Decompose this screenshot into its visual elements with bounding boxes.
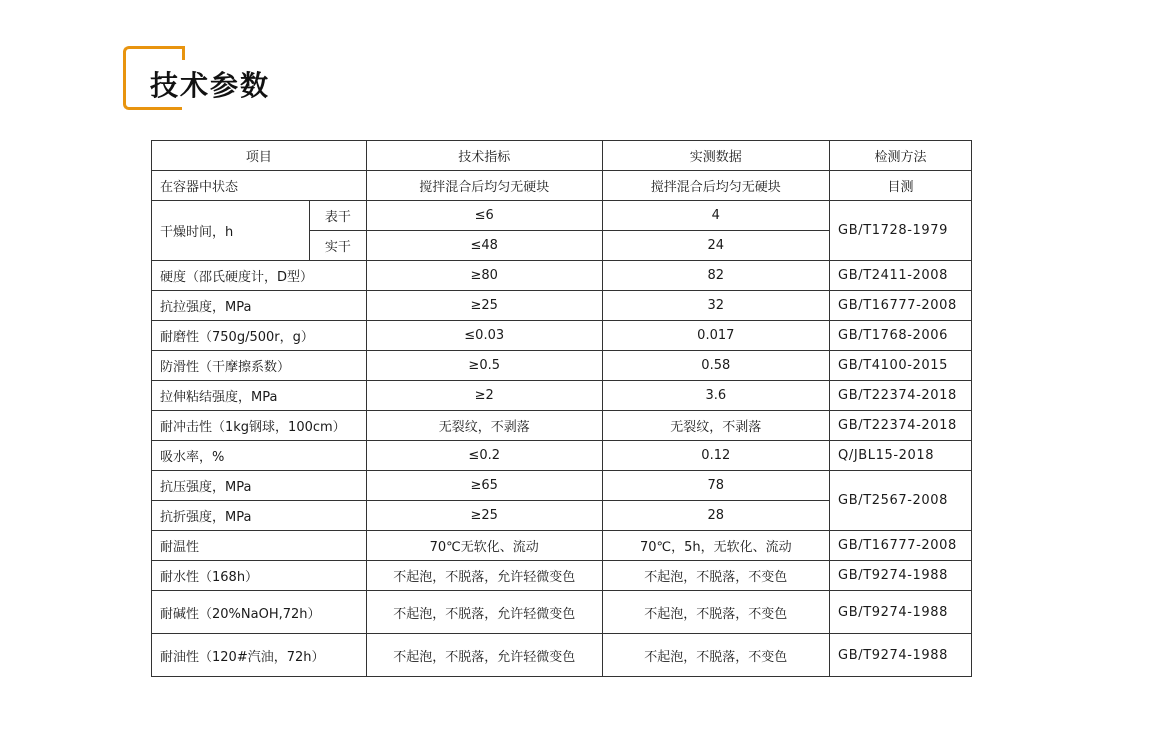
row-measured: 0.017 <box>602 321 829 351</box>
row-spec: ≥65 <box>366 471 602 501</box>
row-method: GB/T1728-1979 <box>830 201 972 261</box>
row-item: 耐油性（120#汽油，72h） <box>152 634 367 677</box>
row-spec: ≤48 <box>366 231 602 261</box>
row-measured: 24 <box>602 231 829 261</box>
row-item: 耐碱性（20%NaOH,72h） <box>152 591 367 634</box>
row-measured: 不起泡，不脱落，不变色 <box>602 561 829 591</box>
row-spec: ≤0.03 <box>366 321 602 351</box>
row-item: 抗压强度，MPa <box>152 471 367 501</box>
row-subitem: 表干 <box>309 201 366 231</box>
row-measured: 4 <box>602 201 829 231</box>
row-spec: 不起泡，不脱落，允许轻微变色 <box>366 591 602 634</box>
row-item: 硬度（邵氏硬度计，D型） <box>152 261 367 291</box>
row-method: GB/T16777-2008 <box>830 531 972 561</box>
row-measured: 82 <box>602 261 829 291</box>
row-spec: 无裂纹，不剥落 <box>366 411 602 441</box>
row-item: 耐温性 <box>152 531 367 561</box>
row-method: Q/JBL15-2018 <box>830 441 972 471</box>
row-spec: ≥80 <box>366 261 602 291</box>
table-header-row <box>152 141 972 171</box>
row-spec: 不起泡，不脱落，允许轻微变色 <box>366 561 602 591</box>
row-spec: ≥0.5 <box>366 351 602 381</box>
row-item: 耐水性（168h） <box>152 561 367 591</box>
row-method: GB/T16777-2008 <box>830 291 972 321</box>
spec-table <box>151 140 972 677</box>
row-subitem: 实干 <box>309 231 366 261</box>
row-measured: 无裂纹，不剥落 <box>602 411 829 441</box>
table-row <box>152 634 972 677</box>
row-item: 耐冲击性（1kg钢球，100cm） <box>152 411 367 441</box>
row-item: 吸水率，% <box>152 441 367 471</box>
row-spec: ≤0.2 <box>366 441 602 471</box>
table-row <box>152 291 972 321</box>
row-method: GB/T22374-2018 <box>830 411 972 441</box>
row-method: GB/T9274-1988 <box>830 634 972 677</box>
row-spec: ≥25 <box>366 501 602 531</box>
row-item: 干燥时间，h <box>152 201 310 261</box>
row-measured: 搅拌混合后均匀无硬块 <box>602 171 829 201</box>
table-row <box>152 351 972 381</box>
row-method: GB/T2411-2008 <box>830 261 972 291</box>
row-method: GB/T4100-2015 <box>830 351 972 381</box>
table-row <box>152 591 972 634</box>
table-row <box>152 471 972 501</box>
header-measured: 实测数据 <box>602 141 829 171</box>
table-row <box>152 411 972 441</box>
row-spec: ≤6 <box>366 201 602 231</box>
row-item: 拉伸粘结强度，MPa <box>152 381 367 411</box>
table-row <box>152 201 972 231</box>
row-spec: ≥2 <box>366 381 602 411</box>
header-spec: 技术指标 <box>366 141 602 171</box>
row-item: 抗拉强度，MPa <box>152 291 367 321</box>
row-item: 耐磨性（750g/500r，g） <box>152 321 367 351</box>
row-item: 在容器中状态 <box>152 171 367 201</box>
row-item: 抗折强度，MPa <box>152 501 367 531</box>
header-item: 项目 <box>152 141 367 171</box>
row-measured: 3.6 <box>602 381 829 411</box>
table-row <box>152 381 972 411</box>
table-row <box>152 441 972 471</box>
page-title: 技术参数 <box>150 66 274 106</box>
table-row <box>152 531 972 561</box>
table-row <box>152 321 972 351</box>
row-method: GB/T22374-2018 <box>830 381 972 411</box>
row-method: GB/T2567-2008 <box>830 471 972 531</box>
row-spec: 搅拌混合后均匀无硬块 <box>366 171 602 201</box>
header-method: 检测方法 <box>830 141 972 171</box>
row-spec: 70℃无软化、流动 <box>366 531 602 561</box>
row-measured: 32 <box>602 291 829 321</box>
row-method: GB/T1768-2006 <box>830 321 972 351</box>
row-method: 目测 <box>830 171 972 201</box>
row-measured: 28 <box>602 501 829 531</box>
table-row <box>152 261 972 291</box>
row-method: GB/T9274-1988 <box>830 561 972 591</box>
row-item: 防滑性（干摩擦系数） <box>152 351 367 381</box>
row-measured: 0.12 <box>602 441 829 471</box>
row-method: GB/T9274-1988 <box>830 591 972 634</box>
row-spec: ≥25 <box>366 291 602 321</box>
row-measured: 不起泡，不脱落，不变色 <box>602 634 829 677</box>
row-measured: 70℃，5h，无软化、流动 <box>602 531 829 561</box>
row-measured: 不起泡，不脱落，不变色 <box>602 591 829 634</box>
table-row <box>152 171 972 201</box>
table-row <box>152 561 972 591</box>
row-spec: 不起泡，不脱落，允许轻微变色 <box>366 634 602 677</box>
row-measured: 78 <box>602 471 829 501</box>
row-measured: 0.58 <box>602 351 829 381</box>
